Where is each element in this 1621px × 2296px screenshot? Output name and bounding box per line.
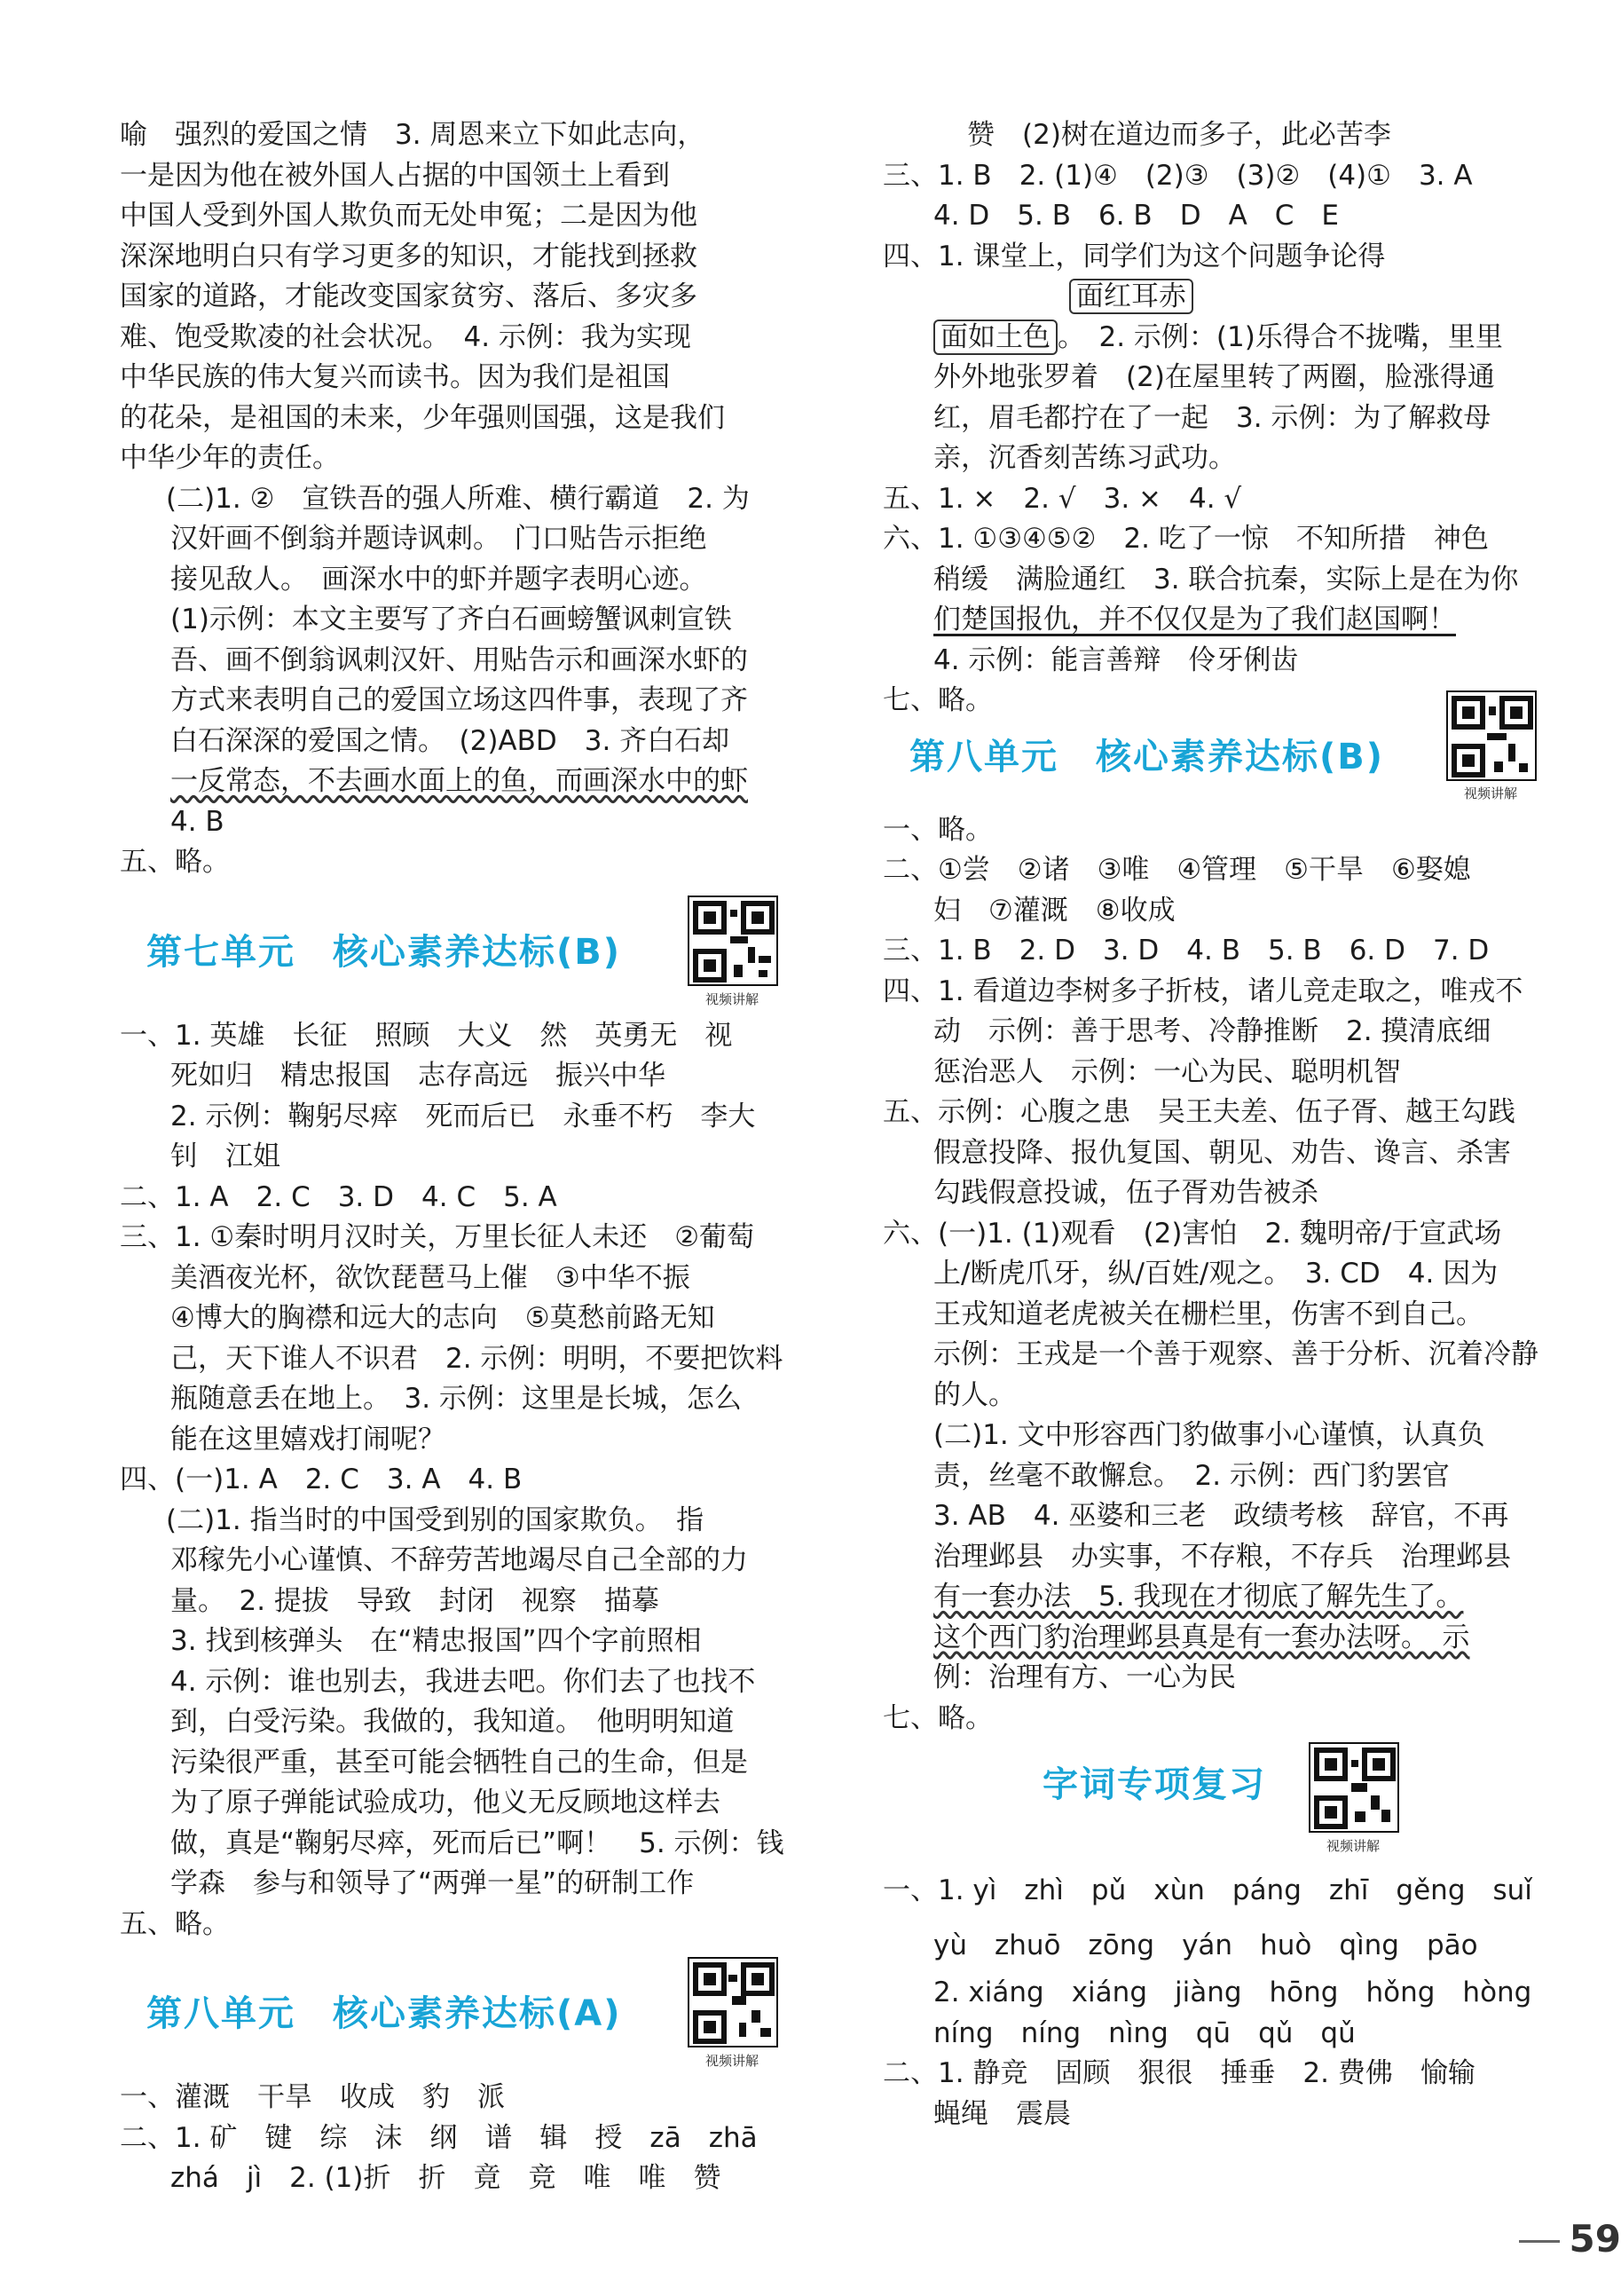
text-line: 4. 示例：能言善辩 伶牙俐齿 bbox=[933, 643, 1299, 676]
text-line: 三、1. ①秦时明月汉时关，万里长征人未还 ②葡萄 bbox=[120, 1221, 755, 1253]
text-line: 七、略。 bbox=[883, 684, 993, 716]
text-line: 五、1. × 2. √ 3. × 4. √ bbox=[883, 482, 1242, 515]
section-heading-unit8-a bbox=[120, 1945, 812, 2078]
qr-code-icon[interactable] bbox=[1446, 690, 1537, 781]
text-line bbox=[883, 1577, 1575, 1618]
qr-code-icon[interactable] bbox=[1309, 1742, 1399, 1833]
text-line: 惩治恶人 示例：一心为民、聪明机智 bbox=[933, 1055, 1401, 1088]
text-line: (1)示例：本文主要写了齐白石画螃蟹讽刺宣铁 bbox=[170, 604, 732, 635]
text-line: 勾践假意投诚，伍子胥劝告被杀 bbox=[933, 1177, 1318, 1209]
text-line: 二、1. A 2. C 3. D 4. C 5. A bbox=[120, 1180, 557, 1213]
text-line: 示例：王戎是一个善于观察、善于分析、沉着冷静 bbox=[933, 1338, 1538, 1370]
text-line bbox=[883, 600, 1575, 641]
pinyin-line: 一、1. yì zhì pǔ xùn páng zhī gěng suǐ bbox=[883, 1874, 1532, 1906]
text-line: 方式来表明自己的爱国立场这四件事，表现了齐 bbox=[170, 684, 748, 716]
text-line: 动 示例：善于思考、冷静推断 2. 摸清底细 bbox=[933, 1015, 1491, 1047]
text-line: 稍缓 满脸通红 3. 联合抗秦，实际上是在为你 bbox=[933, 563, 1519, 596]
text-line: 六、(一)1. (1)观看 (2)害怕 2. 魏明帝/于宣武场 bbox=[883, 1217, 1502, 1250]
text-line: 一是因为他在被外国人占据的中国领土上看到 bbox=[120, 159, 670, 192]
section-title: 字词专项复习 bbox=[1043, 1764, 1266, 1805]
text-line: 五、略。 bbox=[120, 1907, 230, 1940]
text-line: 喻 强烈的爱国之情 3. 周恩来立下如此志向， bbox=[120, 119, 705, 151]
text-line bbox=[883, 277, 1575, 318]
text-line: 王戎知道老虎被关在栅栏里，伤害不到自己。 bbox=[933, 1298, 1483, 1330]
text-line: 四、1. 看道边李树多子折枝，诸儿竞走取之，唯戎不 bbox=[883, 974, 1523, 1007]
section-title: 第八单元 核心素养达标(A) bbox=[146, 1993, 622, 2034]
text-line: (二)1. ② 宣铁吾的强人所难、横行霸道 2. 为 bbox=[166, 482, 750, 515]
wavy-underlined-answer: 一反常态，不去画水面上的鱼，而画深水中的虾 bbox=[170, 765, 748, 797]
text-line: 七、略。 bbox=[883, 1701, 993, 1734]
text-line: 一、灌溉 干旱 收成 豹 派 bbox=[120, 2081, 505, 2113]
text-line: 亲，沉香刻苦练习武功。 bbox=[933, 442, 1236, 474]
text-line: 量。 2. 提拔 导致 封闭 视察 描摹 bbox=[170, 1584, 659, 1617]
text-line: 2. 示例：鞠躬尽瘁 死而后已 永垂不朽 李大 bbox=[170, 1100, 756, 1132]
pinyin-line: níng níng nìng qū qǔ qǔ bbox=[933, 2016, 1356, 2049]
text-line: 赞 (2)树在道边而多子，此必苦李 bbox=[967, 119, 1391, 151]
section-heading-word-review bbox=[883, 1739, 1575, 1863]
text-line bbox=[883, 318, 1575, 359]
text-line: 接见敌人。 画深水中的虾并题字表明心迹。 bbox=[170, 563, 707, 596]
text-line: 上/断虎爪牙，纵/百姓/观之。 3. CD 4. 因为 bbox=[933, 1258, 1499, 1290]
text-line: 三、1. B 2. (1)④ (2)③ (3)② (4)① 3. A bbox=[883, 159, 1473, 192]
text-line: 做，真是“鞠躬尽瘁，死而后已”啊！ 5. 示例：钱 bbox=[170, 1827, 784, 1859]
text-line: 白石深深的爱国之情。 (2)ABD 3. 齐白石却 bbox=[170, 724, 730, 757]
qr-caption: 视频讲解 bbox=[705, 2053, 759, 2069]
underlined-answer: 们楚国报仇，并不仅仅是为了我们赵国啊！ bbox=[933, 604, 1456, 635]
text-line: 为了原子弹能试验成功，他义无反顾地这样去 bbox=[170, 1787, 720, 1819]
pinyin-line: 2. xiáng xiáng jiàng hōng hǒng hòng bbox=[933, 1976, 1532, 2008]
text-line: 己，天下谁人不识君 2. 示例：明明，不要把饮料 bbox=[170, 1342, 783, 1375]
text-line: 的花朵，是祖国的未来，少年强则国强，这是我们 bbox=[120, 401, 725, 434]
left-column bbox=[120, 115, 812, 2199]
text-line: ④博大的胸襟和远大的志向 ⑤莫愁前路无知 bbox=[170, 1302, 715, 1334]
text-line: 一、略。 bbox=[883, 813, 993, 846]
text-line: 汉奸画不倒翁并题诗讽刺。 门口贴告示拒绝 bbox=[170, 523, 707, 555]
text-line: 治理邺县 办实事，不存粮，不存兵 治理邺县 bbox=[933, 1540, 1511, 1573]
wavy-underlined-answer: 有一套办法 5. 我现在才彻底了解先生了。 bbox=[933, 1581, 1464, 1613]
section-title: 第七单元 核心素养达标(B) bbox=[146, 931, 622, 973]
text-line: 的人。 bbox=[933, 1378, 1016, 1411]
qr-code-icon[interactable] bbox=[688, 1957, 778, 2047]
text-line: 责，丝毫不敢懈怠。 2. 示例：西门豹罢官 bbox=[933, 1459, 1450, 1492]
text-line: zhá jì 2. (1)折 折 竟 竞 唯 唯 赞 bbox=[170, 2162, 721, 2194]
text-line: 深深地明白只有学习更多的知识，才能找到拯救 bbox=[120, 240, 697, 272]
text-line: 污染很严重，甚至可能会牺牲自己的生命，但是 bbox=[170, 1746, 748, 1779]
text-line: 学森 参与和领导了“两弹一星”的研制工作 bbox=[170, 1867, 695, 1899]
text-line bbox=[883, 1618, 1575, 1659]
text-line: 美酒夜光杯，欲饮琵琶马上催 ③中华不振 bbox=[170, 1261, 690, 1294]
page-number-rule bbox=[1519, 2240, 1560, 2243]
pinyin-line: yù zhuō zōng yán huò qìng pāo bbox=[933, 1929, 1478, 1961]
qr-caption: 视频讲解 bbox=[705, 990, 759, 1007]
text-line: 瓶随意丢在地上。 3. 示例：这里是长城，怎么 bbox=[170, 1383, 742, 1415]
text-line: 3. 找到核弹头 在“精忠报国”四个字前照相 bbox=[170, 1625, 702, 1657]
text-line: 中华民族的伟大复兴而读书。因为我们是祖国 bbox=[120, 361, 670, 393]
text-line: (二)1. 指当时的中国受到别的国家欺负。 指 bbox=[166, 1503, 704, 1536]
text-line: 红，眉毛都拧在了一起 3. 示例：为了解救母 bbox=[933, 401, 1491, 434]
text-line: 邓稼先小心谨慎、不辞劳苦地竭尽自己全部的力 bbox=[170, 1544, 748, 1576]
qr-code-icon[interactable] bbox=[688, 896, 778, 986]
boxed-answer: 面如土色 bbox=[933, 320, 1058, 355]
text-line: 3. AB 4. 巫婆和三老 政绩考核 辞官，不再 bbox=[933, 1500, 1509, 1532]
text-line: 三、1. B 2. D 3. D 4. B 5. B 6. D 7. D bbox=[883, 935, 1490, 967]
text-line: 难、饱受欺凌的社会状况。 4. 示例：我为实现 bbox=[120, 320, 691, 353]
text-line: (二)1. 文中形容西门豹做事小心谨慎，认真负 bbox=[933, 1419, 1485, 1451]
text-line: 中国人受到外国人欺负而无处申冤；二是因为他 bbox=[120, 200, 697, 232]
text-line: 死如归 精忠报国 志存高远 振兴中华 bbox=[170, 1060, 665, 1092]
text-line: 中华少年的责任。 bbox=[120, 442, 340, 474]
qr-caption: 视频讲解 bbox=[1464, 785, 1518, 801]
text-line: 4. 示例：谁也别去，我进去吧。你们去了也找不 bbox=[170, 1665, 756, 1698]
boxed-answer: 面红耳赤 bbox=[1069, 279, 1193, 314]
text-line: 钊 江姐 bbox=[170, 1140, 280, 1172]
text-line: 妇 ⑦灌溉 ⑧收成 bbox=[933, 894, 1176, 927]
text-line: 二、1. 静竞 固顾 狠很 捶垂 2. 费佛 愉输 bbox=[883, 2057, 1475, 2089]
text-line: 国家的道路，才能改变国家贫穷、落后、多灾多 bbox=[120, 280, 697, 312]
text-line: 4. B bbox=[170, 805, 224, 838]
text-fragment: 。 2. 示例：(1)乐得合不拢嘴，里里 bbox=[1058, 320, 1503, 353]
text-line: 四、1. 课堂上，同学们为这个问题争论得 bbox=[883, 240, 1386, 272]
text-line: 到，白受污染。我做的，我知道。 他明明知道 bbox=[170, 1706, 735, 1738]
section-heading-unit8-b bbox=[883, 722, 1575, 855]
text-line: 例：治理有方、一心为民 bbox=[933, 1661, 1236, 1693]
text-line: 二、1. 矿 键 综 沫 纲 谱 辑 授 zā zhā bbox=[120, 2121, 758, 2154]
section-title: 第八单元 核心素养达标(B) bbox=[909, 736, 1385, 777]
text-line: 六、1. ①③④⑤② 2. 吃了一惊 不知所措 神色 bbox=[883, 523, 1489, 555]
qr-caption: 视频讲解 bbox=[1326, 1838, 1381, 1854]
text-line bbox=[120, 761, 812, 802]
section-heading-unit7-b bbox=[120, 883, 812, 1016]
text-line: 蝇绳 震晨 bbox=[933, 2097, 1071, 2130]
text-line: 4. D 5. B 6. B D A C E bbox=[933, 200, 1340, 232]
text-line: 一、1. 英雄 长征 照顾 大义 然 英勇无 视 bbox=[120, 1019, 733, 1052]
text-line: 能在这里嬉戏打闹呢？ bbox=[170, 1423, 445, 1456]
wavy-underlined-answer: 这个西门豹治理邺县真是有一套办法呀。 示 bbox=[933, 1621, 1470, 1653]
text-line: 假意投降、报仇复国、朝见、劝告、谗言、杀害 bbox=[933, 1136, 1511, 1169]
text-line: 五、示例：心腹之患 吴王夫差、伍子胥、越王勾践 bbox=[883, 1096, 1515, 1128]
text-line: 外外地张罗着 (2)在屋里转了两圈，脸涨得通 bbox=[933, 361, 1495, 393]
text-line: 四、(一)1. A 2. C 3. A 4. B bbox=[120, 1464, 523, 1495]
text-line: 五、略。 bbox=[120, 846, 230, 878]
page-number: 59 bbox=[1569, 2217, 1621, 2260]
right-column bbox=[883, 115, 1575, 2134]
text-line: 二、①尝 ②诸 ③唯 ④管理 ⑤干旱 ⑥娶媳 bbox=[883, 854, 1471, 886]
text-line: 吾、画不倒翁讽刺汉奸、用贴告示和画深水虾的 bbox=[170, 643, 748, 676]
